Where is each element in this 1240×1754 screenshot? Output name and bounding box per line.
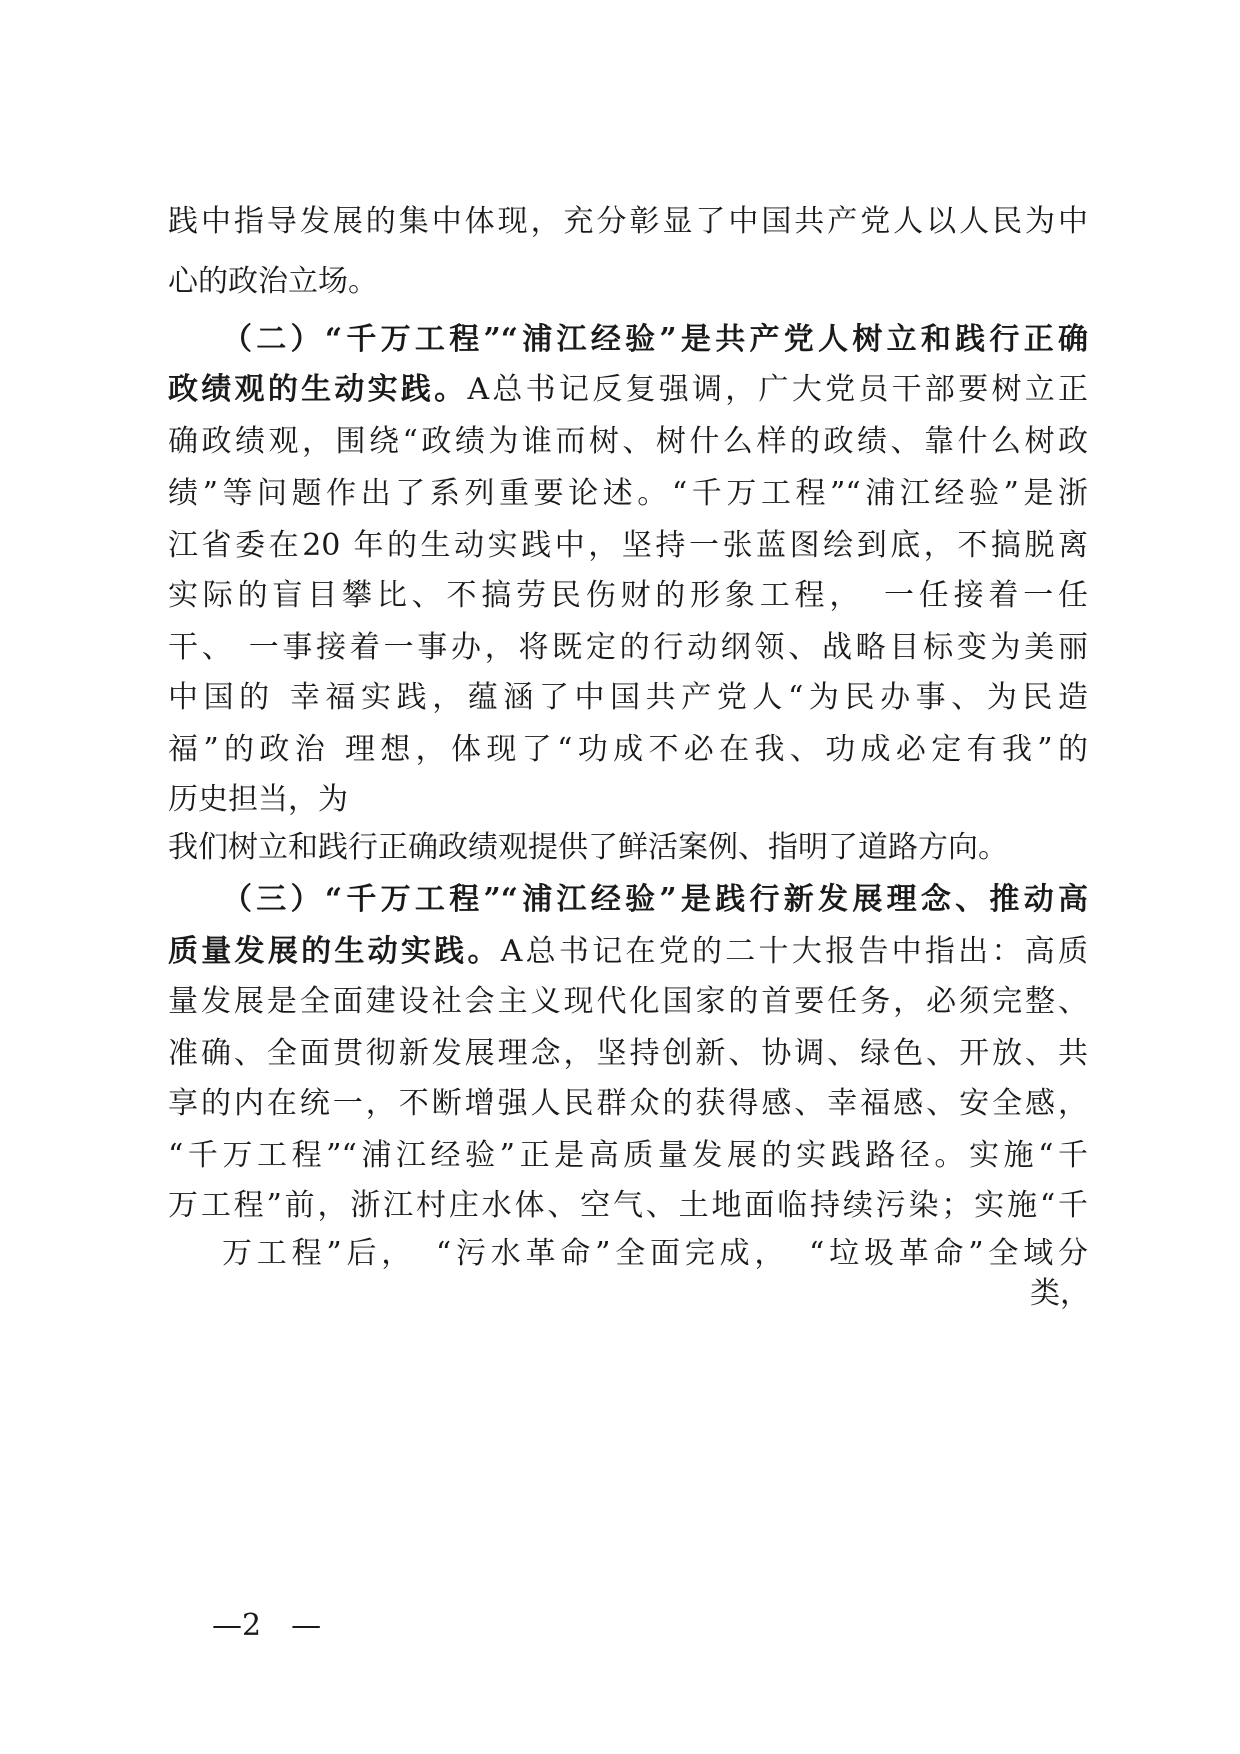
body-line: “千万工程”“浦江经验”正是高质量发展的实践路径。实施“千 bbox=[168, 1138, 1088, 1173]
body-line: 万工程”后， “污水革命”全面完成， “垃圾革命”全域分 bbox=[222, 1236, 1088, 1271]
section-heading-3-tail: 质量发展的生动实践。 bbox=[168, 934, 501, 969]
section-heading-3: （三）“千万工程”“浦江经验”是践行新发展理念、推动高 bbox=[222, 882, 1088, 917]
body-line: 类， bbox=[1030, 1276, 1090, 1311]
body-line: 准确、全面贯彻新发展理念，坚持创新、协调、绿色、开放、共 bbox=[168, 1036, 1088, 1071]
body-line: 质量发展的生动实践。A总书记在党的二十大报告中指出：高质 bbox=[168, 934, 1088, 969]
section-heading-2: （二）“千万工程”“浦江经验”是共产党人树立和践行正确 bbox=[222, 322, 1088, 357]
body-line: 中国的 幸福实践，蕴涵了中国共产党人“为民办事、为民造 bbox=[168, 680, 1088, 715]
body-line: 享的内在统一，不断增强人民群众的获得感、幸福感、安全感， bbox=[168, 1086, 1088, 1121]
body-line: 历史担当，为 bbox=[168, 782, 348, 817]
body-line: 我们树立和践行正确政绩观提供了鲜活案例、指明了道路方向。 bbox=[168, 830, 1008, 865]
body-line: 心的政治立场。 bbox=[168, 264, 378, 299]
body-line: 确政绩观，围绕“政绩为谁而树、树什么样的政绩、靠什么树政 bbox=[168, 424, 1088, 459]
body-line: 实际的盲目攀比、不搞劳民伤财的形象工程， 一任接着一任 bbox=[168, 578, 1088, 613]
body-line: 干、 一事接着一事办，将既定的行动纲领、战略目标变为美丽 bbox=[168, 630, 1088, 665]
body-line: 福”的政治 理想，体现了“功成不必在我、功成必定有我”的 bbox=[168, 732, 1088, 767]
body-line: 万工程”前，浙江村庄水体、空气、土地面临持续污染；实施“千 bbox=[168, 1188, 1088, 1223]
body-line: 量发展是全面建设社会主义现代化国家的首要任务，必须完整、 bbox=[168, 984, 1088, 1019]
body-line: 绩”等问题作出了系列重要论述。“千万工程”“浦江经验”是浙 bbox=[168, 476, 1088, 511]
body-line: 政绩观的生动实践。A总书记反复强调，广大党员干部要树立正 bbox=[168, 372, 1089, 407]
body-line: 践中指导发展的集中体现，充分彰显了中国共产党人以人民为中 bbox=[168, 204, 1088, 239]
section-heading-2-tail: 政绩观的生动实践。 bbox=[168, 372, 468, 407]
page-number: —2 — bbox=[212, 1608, 322, 1643]
body-line: 江省委在20 年的生动实践中，坚持一张蓝图绘到底，不搞脱离 bbox=[168, 528, 1088, 563]
